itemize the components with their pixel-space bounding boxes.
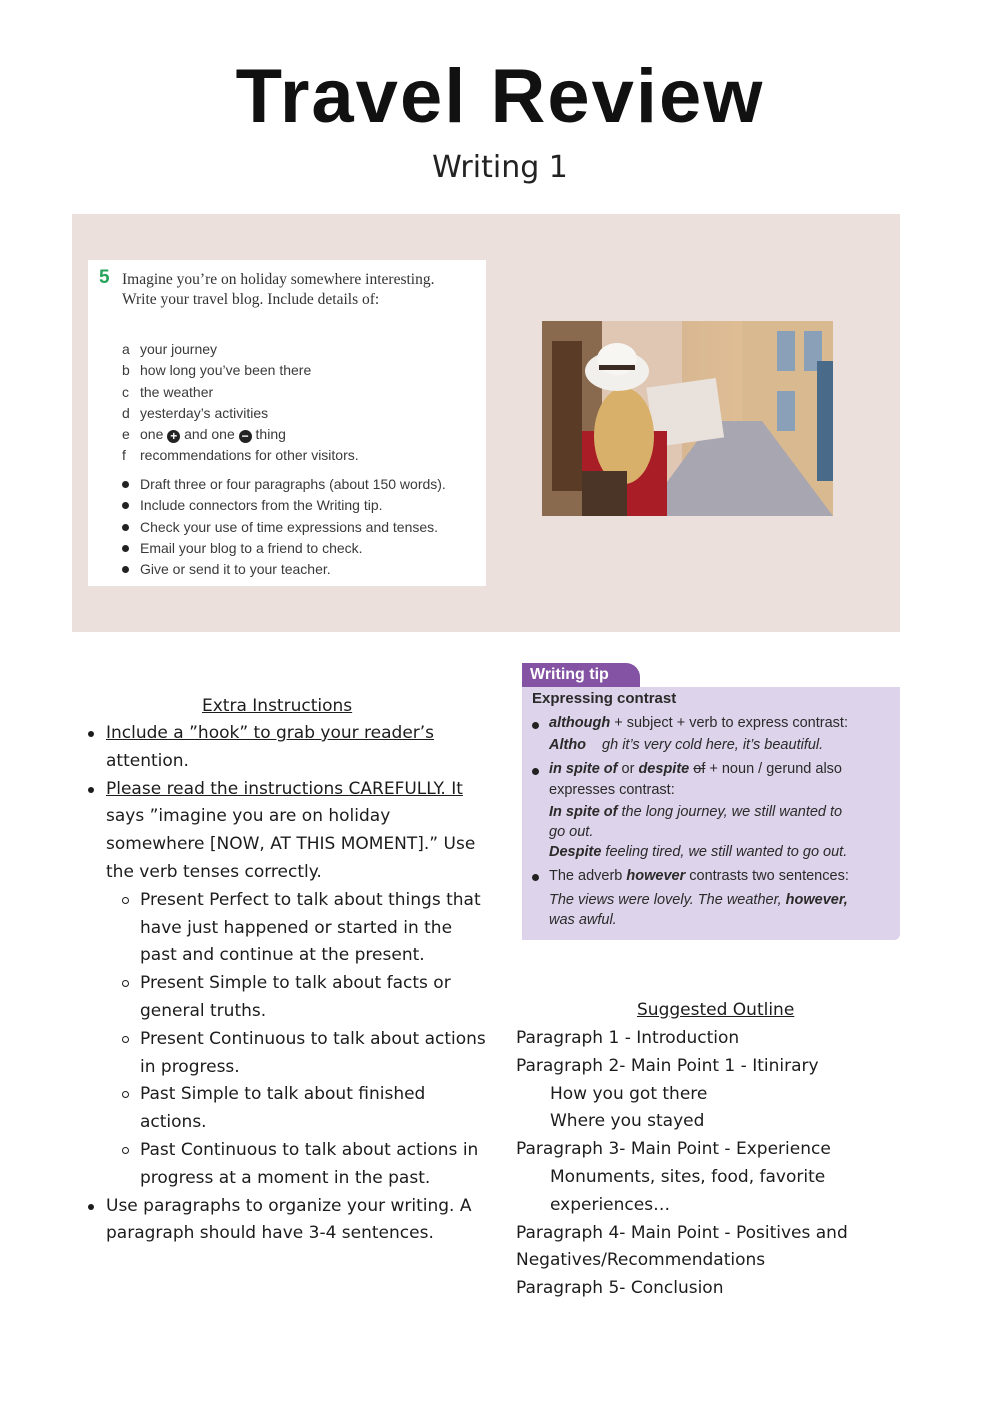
list-item: Please read the instructions CAREFULLY. It says ”imagine you are on holiday somewhere [NOW, AT THIS MOMENT].” Use the verb tenses correctly. Present Perfect to talk about things that have just happened or started in the past and continue at the present. Present Simple to talk about facts or general truths. Present Continuous to talk about actions in progress. Past Simple to talk about finished actions. Past Continuous to talk about actions in progress at a moment in the past. (88, 776, 488, 1193)
outline-item: Paragraph 4- Main Point - Positives and Negatives/Recommendations (516, 1222, 848, 1271)
outline-title: Suggested Outline (637, 1000, 795, 1020)
tip-example: In spite of the long journey, we still wanted to (549, 804, 843, 820)
list-item: Include connectors from the Writing tip. (122, 495, 482, 516)
list-item: Check your use of time expressions and tenses. (122, 517, 482, 538)
outline-item: Paragraph 1 - Introduction (516, 1028, 740, 1048)
list-item: Present Perfect to talk about things that have just happened or started in the past and continue at the present. (122, 887, 488, 970)
list-item: e one + and one − thing (122, 426, 286, 444)
suggested-outline (516, 1025, 896, 1303)
list-item: b how long you’ve been there (122, 362, 312, 379)
plus-icon: + (167, 430, 180, 443)
list-item: Past Simple to talk about finished actions. (122, 1081, 488, 1137)
task-prompt: Imagine you’re on holiday somewhere interesting. Write your travel blog. Include details of: (122, 271, 435, 308)
list-item: Past Continuous to talk about actions in progress at a moment in the past. (122, 1137, 488, 1193)
tip-line: expresses contrast: (549, 782, 675, 798)
tip-line: The adverb however contrasts two sentences: (549, 868, 849, 884)
outline-item: Paragraph 5- Conclusion (516, 1278, 724, 1299)
travel-photo (542, 321, 833, 516)
tip-example: was awful. (549, 912, 617, 928)
writing-tip-box (522, 687, 900, 940)
tip-heading: Expressing contrast (532, 690, 677, 707)
list-item: Use paragraphs to organize your writing. A paragraph should have 3-4 sentences. (88, 1193, 488, 1249)
task-detail-list (122, 339, 482, 467)
extra-instructions (88, 720, 488, 1248)
outline-subitem: How you got there (550, 1083, 708, 1104)
page-subtitle: Writing 1 (432, 150, 568, 185)
tip-line: although + subject + verb to express contrast: (549, 715, 848, 731)
list-item: a your journey (122, 341, 218, 357)
outline-item: Paragraph 3- Main Point - Experience (516, 1139, 831, 1160)
list-item: Present Continuous to talk about actions in progress. (122, 1026, 488, 1082)
task-number: 5 (99, 267, 110, 288)
outline-subitem: Where you stayed (550, 1111, 705, 1132)
tip-line: in spite of or despite of + noun / gerund also (549, 761, 842, 777)
outline-item: Paragraph 2- Main Point 1 - Itinirary (516, 1055, 819, 1076)
list-item: Give or send it to your teacher. (122, 559, 482, 580)
task-card (88, 260, 486, 586)
tip-example: The views were lovely. The weather, however, (549, 892, 848, 908)
extra-instructions-title: Extra Instructions (202, 696, 353, 716)
list-item: Draft three or four paragraphs (about 150 words). (122, 474, 482, 495)
task-steps-list (122, 474, 482, 580)
page-title: Travel Review (235, 54, 765, 139)
tip-example: Despite feeling tired, we still wanted to go out. (549, 844, 848, 860)
tip-example: go out. (549, 824, 594, 840)
minus-icon: − (239, 430, 252, 443)
list-item: Present Simple to talk about facts or general truths. (122, 970, 488, 1026)
list-item: c the weather (122, 383, 214, 400)
list-item: Email your blog to a friend to check. (122, 538, 482, 559)
outline-subitem: Monuments, sites, food, favorite experiences… (550, 1166, 826, 1215)
tip-example: Altho gh it’s very cold here, it’s beautiful. (549, 737, 824, 753)
list-item: d yesterday’s activities (122, 404, 269, 421)
writing-tip-tab: Writing tip (522, 663, 640, 687)
list-item: Include a ”hook” to grab your reader’s attention. (88, 720, 488, 776)
list-item: f recommendations for other visitors. (122, 447, 359, 464)
